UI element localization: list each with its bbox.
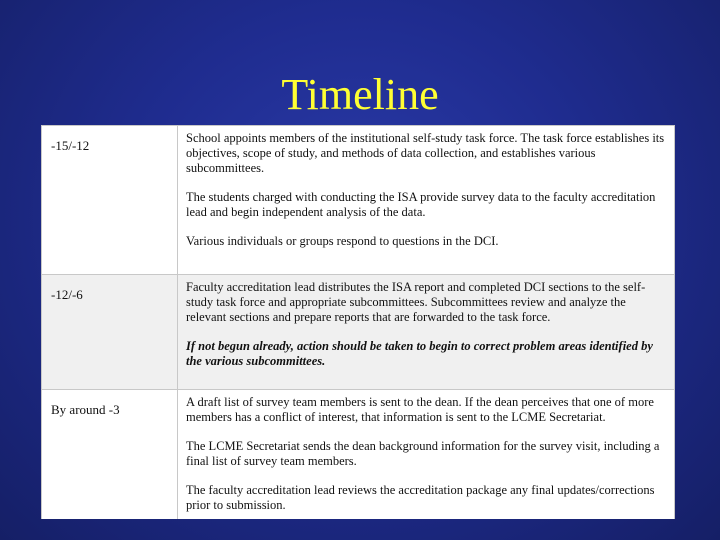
timeline-table [41,125,675,519]
description-paragraph: A draft list of survey team members is sent to the dean. If the dean perceives that one of more members has a conflict of interest, that information is sent to the LCME Secretariat. [186,395,654,424]
table-row [42,126,675,275]
timeline-description [178,275,675,390]
timeline-period: -12/-6 [42,275,178,390]
description-paragraph: The students charged with conducting the ISA provide survey data to the faculty accreditation lead and begin independent analysis of the data. [186,190,656,219]
description-paragraph: The LCME Secretariat sends the dean background information for the survey visit, including a final list of survey team members. [186,439,660,468]
timeline-description [178,390,675,520]
description-paragraph: The faculty accreditation lead reviews the accreditation package any final updates/corrections prior to submission. [186,483,655,512]
timeline-period: -15/-12 [42,126,178,275]
table-row [42,390,675,520]
description-paragraph: Faculty accreditation lead distributes the ISA report and completed DCI sections to the self-study task force and appropriate subcommittees. Subcommittees review and analyze the relevant sections and prepare reports that are forwarded to the task force. [186,280,646,324]
emphasized-note: If not begun already, action should be taken to begin to correct problem areas identified by the various subcommittees. [186,339,653,368]
timeline-period: By around -3 [42,390,178,520]
timeline-description [178,126,675,275]
slide-title: Timeline [281,70,439,119]
description-paragraph: School appoints members of the institutional self-study task force. The task force establishes its objectives, scope of study, and methods of data collection, and establishes various subcommittees. [186,131,665,175]
description-paragraph: Various individuals or groups respond to questions in the DCI. [186,234,499,248]
table-row [42,275,675,390]
